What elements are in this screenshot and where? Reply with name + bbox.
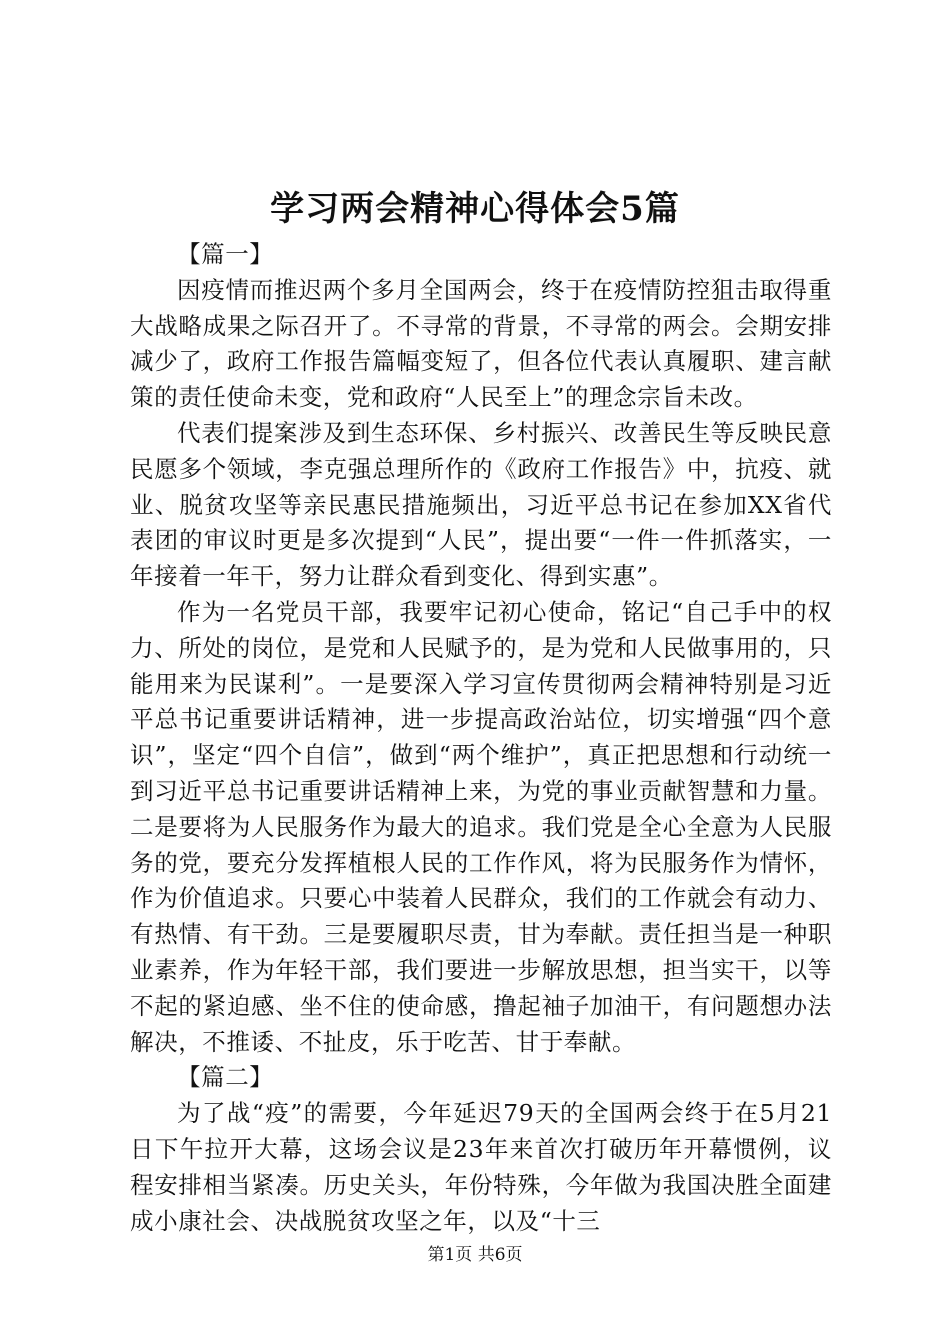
page-footer: 第1页 共6页 bbox=[427, 1245, 523, 1265]
paragraph: 为了战“疫”的需要，今年延迟79天的全国两会终于在5月21日下午拉开大幕，这场会议是23年来首次打破历年开幕惯例，议程安排相当紧凑。历史关头，年份特殊，今年做为我国决胜全面建成小康社会、决战脱贫攻坚之年，以及“十三 bbox=[130, 1099, 832, 1235]
paragraph: 作为一名党员干部，我要牢记初心使命，铭记“自己手中的权力、所处的岗位，是党和人民赋予的，是为党和人民做事用的，只能用来为民谋利”。一是要深入学习宣传贯彻两会精神特别是习近平总书记重要讲话精神，进一步提高政治站位，切实增强“四个意识”，坚定“四个自信”，做到“两个维护”，真正把思想和行动统一到习近平总书记重要讲话精神上来，为党的事业贡献智慧和力量。二是要将为人民服务作为最大的追求。我们党是全心全意为人民服务的党，要充分发挥植根人民的工作作风，将为民服务作为情怀，作为价值追求。只要心中装着人民群众，我们的工作就会有动力、有热情、有干劲。三是要履职尽责，甘为奉献。责任担当是一种职业素养，作为年轻干部，我们要进一步解放思想，担当实干，以等不起的紧迫感、坐不住的使命感，撸起袖子加油干，有问题想办法解决，不推诿、不扯皮，乐于吃苦、甘于奉献。 bbox=[130, 597, 832, 1056]
section-heading-2: 【篇二】 bbox=[177, 1063, 274, 1092]
section-heading-1: 【篇一】 bbox=[177, 240, 274, 268]
document-body bbox=[130, 237, 832, 1239]
paragraph: 因疫情而推迟两个多月全国两会，终于在疫情防控狙击取得重大战略成果之际召开了。不寻常的背景，不寻常的两会。会期安排减少了，政府工作报告篇幅变短了，但各位代表认真履职、建言献策的责任使命未变，党和政府“人民至上”的理念宗旨未改。 bbox=[130, 275, 832, 412]
document-title: 学习两会精神心得体会5篇 bbox=[270, 189, 680, 229]
paragraph: 代表们提案涉及到生态环保、乡村振兴、改善民生等反映民意民愿多个领域，李克强总理所作的《政府工作报告》中，抗疫、就业、脱贫攻坚等亲民惠民措施频出，习近平总书记在参加XX省代表团的审议时更是多次提到“人民”，提出要“一件一件抓落实，一年接着一年干，努力让群众看到变化、得到实惠”。 bbox=[130, 418, 832, 591]
